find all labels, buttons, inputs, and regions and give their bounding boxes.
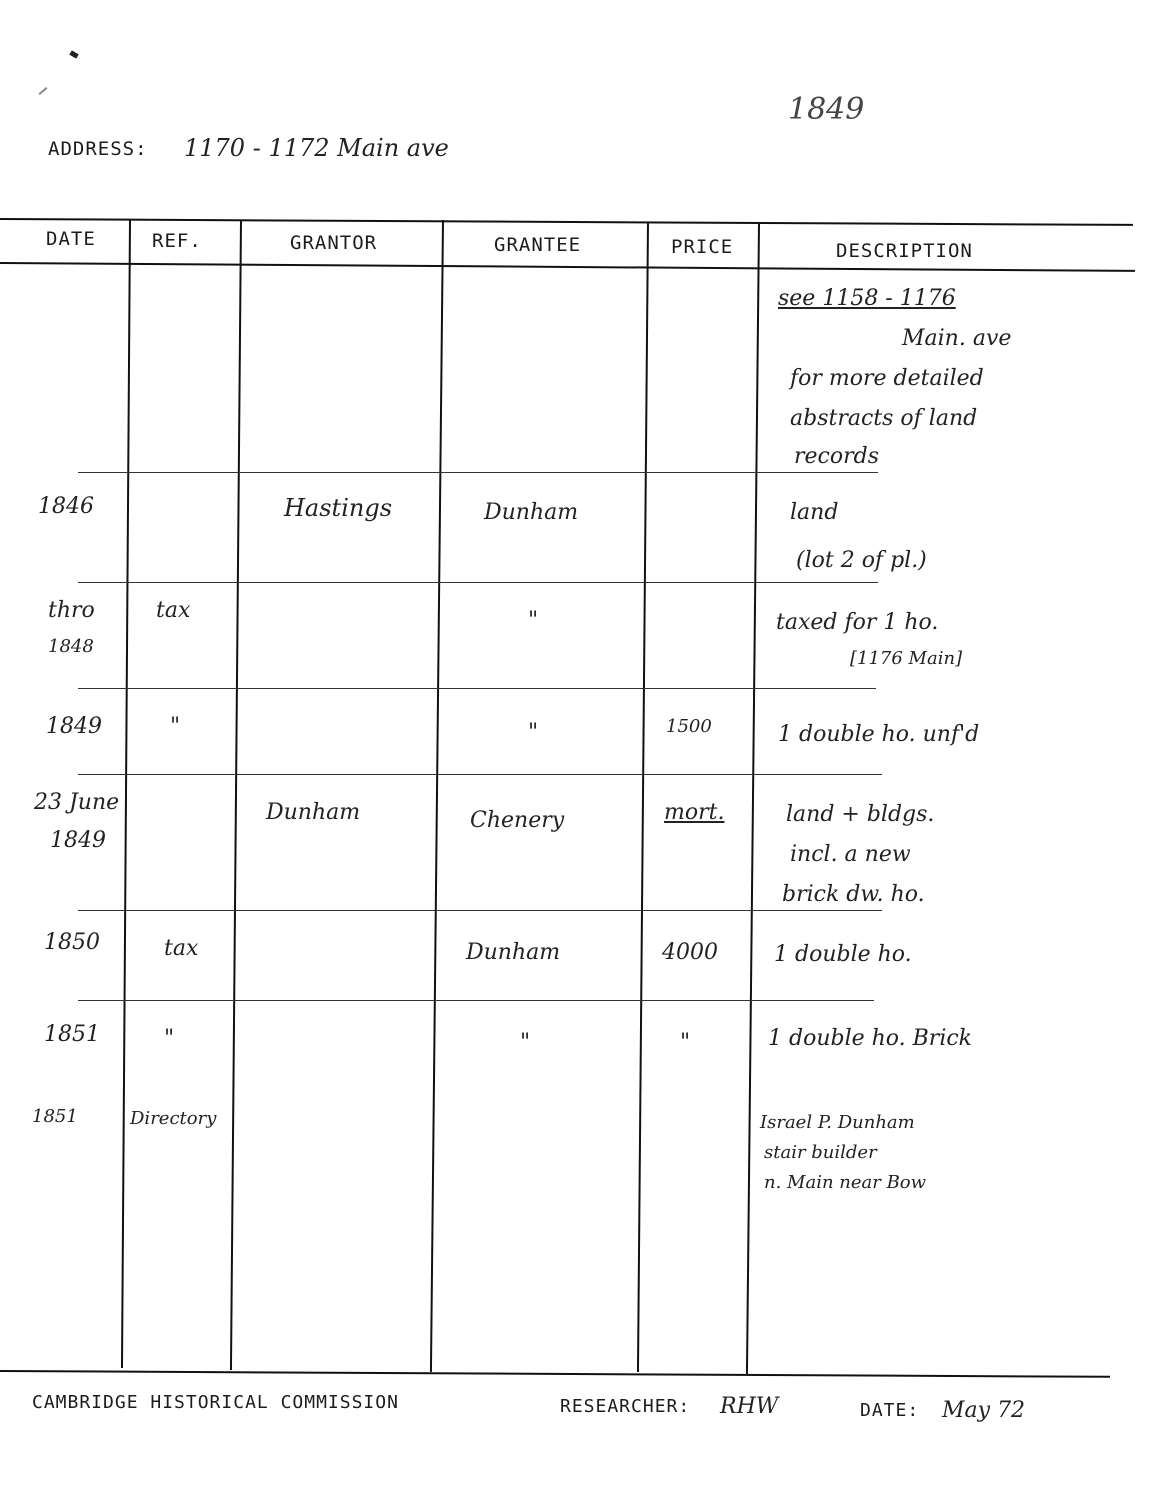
address-value: 1170 - 1172 Main ave <box>184 134 449 162</box>
row1-description-line1: land <box>790 500 839 525</box>
row5-grantee: Dunham <box>466 940 561 965</box>
row1-grantor: Hastings <box>284 494 393 522</box>
row6-date: 1851 <box>44 1022 100 1047</box>
row3-description-line1: 1 double ho. unf'd <box>778 722 980 747</box>
row7-description-line2: stair builder <box>764 1142 877 1163</box>
row-separator <box>78 582 878 583</box>
row4-date: 23 June <box>34 790 120 815</box>
footer-organization: CAMBRIDGE HISTORICAL COMMISSION <box>32 1392 399 1413</box>
table-top-rule <box>0 218 1133 226</box>
header-description: DESCRIPTION <box>836 240 973 262</box>
row7-description-line3: n. Main near Bow <box>764 1172 927 1193</box>
row6-price: " <box>680 1030 691 1055</box>
column-divider <box>637 222 649 1372</box>
header-price: PRICE <box>671 236 734 258</box>
row4-description-line3: brick dw. ho. <box>782 882 925 907</box>
row2-date: thro <box>48 598 95 623</box>
row3-date: 1849 <box>46 714 102 739</box>
header-grantor: GRANTOR <box>290 232 378 254</box>
row3-grantee: " <box>528 720 539 745</box>
row6-description-line1: 1 double ho. Brick <box>768 1026 973 1051</box>
row6-ref: " <box>164 1026 175 1051</box>
stray-mark <box>69 50 78 58</box>
row3-ref: " <box>170 714 181 739</box>
row7-date: 1851 <box>32 1106 78 1127</box>
header-date: DATE <box>46 228 96 250</box>
row0-description-line4: abstracts of land <box>790 406 978 431</box>
row7-ref: Directory <box>130 1108 217 1129</box>
row-separator <box>78 774 882 775</box>
column-divider <box>746 224 760 1374</box>
row7-description-line1: Israel P. Dunham <box>760 1112 915 1133</box>
row1-date: 1846 <box>38 494 94 519</box>
table-bottom-rule <box>0 1370 1110 1378</box>
stray-mark <box>39 87 48 95</box>
row3-price: 1500 <box>666 716 712 737</box>
header-bottom-rule <box>0 262 1135 272</box>
row-separator <box>78 688 876 689</box>
row5-description-line1: 1 double ho. <box>774 942 912 967</box>
footer-researcher-value: RHW <box>720 1394 779 1419</box>
row-separator <box>78 1000 874 1001</box>
row4-description-line1: land + bldgs. <box>786 802 935 827</box>
row2-ref: tax <box>156 598 191 623</box>
row5-price: 4000 <box>662 940 718 965</box>
row1-grantee: Dunham <box>484 500 579 525</box>
row4-description-line2: incl. a new <box>790 842 911 867</box>
row4-grantee: Chenery <box>470 808 565 833</box>
row4-grantor: Dunham <box>266 800 361 825</box>
row2-grantee: " <box>528 608 539 633</box>
row2-date-line2: 1848 <box>48 636 94 657</box>
row1-description-line2: (lot 2 of pl.) <box>796 548 927 573</box>
column-divider <box>430 220 444 1372</box>
row5-date: 1850 <box>44 930 100 955</box>
row0-description-line2: Main. ave <box>902 326 1012 351</box>
footer-date-value: May 72 <box>942 1398 1026 1423</box>
header-grantee: GRANTEE <box>494 234 582 256</box>
column-divider <box>230 220 242 1370</box>
row4-price: mort. <box>664 800 725 825</box>
header-ref: REF. <box>152 230 202 252</box>
row2-description-line2: [1176 Main] <box>850 648 963 669</box>
footer-researcher-label: RESEARCHER: <box>560 1396 691 1417</box>
column-divider <box>121 220 131 1368</box>
row0-description-line3: for more detailed <box>790 366 984 391</box>
row-separator <box>78 910 882 911</box>
row0-description-line5: records <box>794 444 879 469</box>
row4-date-line2: 1849 <box>50 828 106 853</box>
row2-description-line1: taxed for 1 ho. <box>776 610 939 635</box>
year-annotation: 1849 <box>788 92 865 127</box>
row0-description-line1: see 1158 - 1176 <box>778 286 956 311</box>
row6-grantee: " <box>520 1030 531 1055</box>
address-label: ADDRESS: <box>48 138 148 160</box>
footer-date-label: DATE: <box>860 1400 920 1421</box>
row-separator <box>78 472 878 473</box>
row5-ref: tax <box>164 936 199 961</box>
